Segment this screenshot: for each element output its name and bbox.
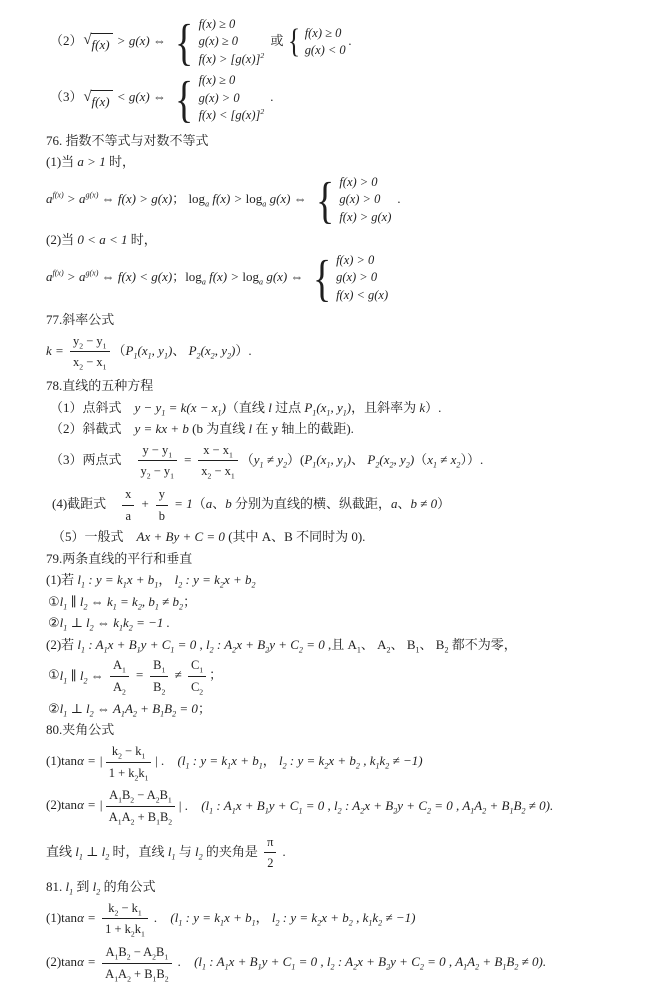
text-run: (2)若 [46,636,78,652]
text-run: ； [183,593,197,609]
cases-row: g(x) > 0 [339,192,381,207]
text-run: 、 [172,342,189,358]
fraction [106,786,175,826]
fraction-denominator: 2 [267,856,274,871]
text-run: 时， [105,154,135,170]
fraction-denominator: $x_2 - x_1$ [201,464,235,481]
math-run: b ≠ 0 [410,496,438,512]
formula-line [46,656,640,696]
math-run: < g(x) ⇔ [113,89,170,105]
math-run: b [225,496,232,512]
text-run: （5）一般式 [52,529,137,545]
text-run: （ [192,496,206,512]
math-run: g(x) ⇔ [263,268,307,284]
cases-rows [305,25,346,60]
text-run: ,且 $A_1$、 $A_2$、 $B_1$、 $B_2$ 都不为零， [324,636,517,655]
left-brace-icon: { [312,249,332,306]
cases-row: f(x) ≥ 0 [198,73,236,88]
fraction [264,833,276,873]
cases-rows [199,16,265,68]
math-run: . [163,615,170,631]
roman-math-run: tan [61,797,78,813]
math-run: $l_1$ : $A_1x + B_1y + C_1 = 0$ [77,636,197,655]
roman-math-run: tan [61,753,78,769]
text-run: 79.两条直线的平行和垂直 [46,550,193,566]
text-run: ）. [425,399,442,415]
math-run: y = kx + b [134,421,189,437]
text-run: 、 [351,451,368,467]
formula-line [46,592,640,612]
math-run: . [394,191,401,206]
cases-row: g(x) ≥ 0 [198,34,238,49]
roman-math-run: $\log_a$ [245,191,267,209]
text-run: （3）两点式 [50,451,135,467]
math-run: $l_1$ : $y = k_1x + b_1$ [77,572,159,591]
math-run: f(x) > [205,268,243,284]
text-run: （2）斜截式 [50,421,135,437]
text-run: (2) [46,797,62,813]
text-run: 与 [175,843,195,859]
cases-row: g(x) > 0 [198,90,240,105]
math-run: k = [46,342,68,358]
fraction-denominator: a [125,508,132,523]
formula-line [46,131,640,151]
text-run: ① [48,593,60,609]
formula-line [46,833,640,873]
cases-group [172,14,265,71]
text-run: ② [48,615,60,631]
text-run: ，且斜率为 [351,399,420,415]
fraction-denominator: $x_2 - x_1$ [73,355,107,372]
text-run: 直线 [46,843,76,859]
fraction-numerator: π [264,833,276,854]
math-run: $l_1$ ⊥ $l_2$ ⇔ $A_1A_2 + B_1B_2 = 0$ [59,700,198,719]
left-brace-icon: { [288,23,301,61]
text-run: （3） [50,89,83,105]
math-run: . ($l_1$ : $y = k_1x + b_1$ [150,909,256,928]
text-run: (1)若 [46,572,78,588]
cases-group [313,171,392,228]
math-run: a [391,496,398,512]
left-brace-icon: { [175,70,194,127]
formula-line [46,398,640,418]
math-run: a [205,496,213,512]
text-run: 的夹角是 [202,843,262,859]
formula-line [46,230,640,250]
formula-line [46,419,640,439]
text-run: ， [158,572,175,588]
roman-math-run: tan [61,909,78,925]
fraction [106,742,152,782]
formula-line [46,635,640,655]
fraction-denominator: b [158,508,165,523]
math-run: $x_1 \ne x_2$ [427,451,461,470]
math-run: + [137,496,153,512]
fraction-denominator: $A_1A_2 + B_1B_2$ [105,966,169,984]
math-run: . [267,89,274,105]
fraction-denominator: $C_2$ [190,680,204,697]
text-run: （直线 [225,399,269,415]
formula-line [46,310,640,330]
math-run: α = [77,954,100,970]
text-run: （2） [50,33,83,49]
math-run: $l_1$ [167,843,176,862]
fraction-denominator: $y_2 - y_1$ [140,464,174,481]
math-run: $l_2$ [194,843,203,862]
math-run: > g(x) ⇔ [113,33,170,49]
text-run: 或 [267,33,284,49]
fraction [188,656,206,696]
cases-row: f(x) ≥ 0 [304,25,342,40]
formula-line [46,899,640,939]
text-run: ， [262,753,280,769]
text-run: (2) [46,954,62,970]
cases-row: f(x) < g(x) [336,287,389,302]
math-run: f(x) > [209,191,246,206]
text-run: ）( [287,451,305,467]
formula-line [46,699,640,719]
text-run: ① [48,667,60,683]
text-run: （1）点斜式 [50,399,135,415]
radicand: f(x) [91,90,113,112]
math-run: α = [77,909,100,925]
fraction [102,899,148,939]
fraction [198,441,237,481]
math-run: α = | [77,797,103,813]
text-run: 时， [127,232,157,248]
cases-row: f(x) > 0 [336,252,375,267]
math-run: . ($l_1$ : $A_1x + B_1y + C_1 = 0$ , $l_2$ : $A_2x + B_2y + C_2 = 0$ , $A_1A_2 + B_1B_2 \ne 0$). [174,954,547,972]
math-run: $l_1$ ⊥ $l_2$ [75,843,110,862]
text-run: (1)当 [46,154,78,170]
math-run: $P_2(x_2$, $y_2$) [367,451,415,470]
math-run: k [419,399,426,415]
math-run: a > 1 [77,154,106,170]
math-run: $P_1(x_1$, $y_1$) [304,399,352,418]
text-run: ）. [235,342,252,358]
text-run: (1) [46,909,62,925]
math-run: $P_1(x_1$, $y_1$) [125,342,173,361]
formula-line [46,332,640,372]
roman-math-run: $\log_a$ [242,268,264,287]
radical-sign-icon: √ [83,88,92,105]
text-run: 、 [212,496,226,512]
formula-line [46,786,640,826]
text-run: (b 为直线 [188,421,249,437]
math-run: g(x) ⇔ [266,191,310,206]
cases-row: $f(x) < [g(x)]^2$ [198,107,265,123]
text-run: ② [48,700,60,716]
fraction-numerator: $k_2 - k_1$ [106,742,152,763]
fraction [70,332,109,372]
cases-rows [336,252,388,304]
math-run: = [131,667,148,683]
math-run: $a^{f(x)} > a^{g(x)}$ ⇔ f(x) > g(x) [46,190,173,206]
math-run: $l_2$ [92,879,101,897]
fraction-numerator: $A_1$ [110,656,129,677]
fraction [138,441,177,481]
left-brace-icon: { [175,14,194,71]
fraction-numerator: $k_2 - k_1$ [102,899,148,920]
cases-group [286,25,345,60]
cases-row: f(x) > 0 [339,174,378,189]
left-brace-icon: { [316,171,335,228]
roman-math-run: tan [61,954,78,970]
formula-line [46,613,640,633]
math-run: $y_1 \ne y_2$ [253,451,287,470]
math-run: ≠ [171,667,185,683]
fraction-numerator: $y_2 - y_1$ [70,332,109,353]
radical-expression [84,33,113,55]
text-run: 分别为直线的横、纵截距， [231,496,391,512]
text-run: ， [255,909,272,925]
text-run: (1) [46,753,62,769]
math-run: $y - y_1 = k(x - x_1)$ [134,399,226,418]
math-run: $P_1(x_1$, $y_1$) [304,451,352,470]
formula-line [46,943,640,983]
text-run: 、 [397,496,411,512]
cases-row: g(x) > 0 [336,270,378,285]
cases-group [310,249,389,306]
formula-line [46,720,640,740]
math-run: $l_1$ ∥ $l_2$ ⇔ $k_1 = k_2$, $b_1 \ne b_2$ [59,593,184,612]
math-run: l [248,421,253,437]
text-run: (2)当 [46,232,78,248]
fraction-numerator: $B_1$ [150,656,168,677]
math-run: 0 < a < 1 [77,232,128,248]
math-run: $l_2$ : $y = k_2x + b_2$ , $k_1k_2 \ne -1$) [279,753,423,771]
text-run: 80.夹角公式 [46,722,115,738]
roman-math-run: $\log_a$ [188,191,210,209]
formula-line [46,70,640,127]
math-run: $l_1$ ∥ $l_2$ ⇔ [59,667,107,686]
text-run: ； [172,191,189,206]
formula-line [46,14,640,71]
math-run: | . ($l_1$ : $y = k_1x + b_1$ [154,753,263,771]
radical-expression [84,90,113,112]
text-run: （ [414,451,428,467]
fraction-denominator: $1 + k_2k_1$ [105,922,145,939]
formula-line [46,376,640,396]
cases-row: f(x) ≥ 0 [198,17,236,31]
radicand: f(x) [91,33,113,55]
math-run: $l_2$ : $y = k_2x + b_2$ , $k_1k_2 \ne -1$) [271,909,416,928]
text-run: 在 y 轴上的截距). [252,421,354,437]
math-run: = 1 [170,496,193,512]
text-run: 时，直线 [109,843,168,859]
cases-group [172,70,265,127]
text-run: 的角公式 [100,879,156,895]
formula-line [46,570,640,590]
formula-line [46,742,640,782]
math-run: α = | [77,753,103,769]
cases-row: $f(x) > [g(x)]^2$ [198,50,265,66]
cases-row: g(x) < 0 [304,43,346,58]
fraction-numerator: x [122,485,134,506]
fraction-numerator: $C_1$ [188,656,206,677]
math-run: = [179,451,196,467]
math-run: | . ($l_1$ : $A_1x + B_1y + C_1 = 0$ , $l_2$ : $A_2x + B_2y + C_2 = 0$ , $A_1A_2 + B_1B_2 \ne 0$). [178,797,554,816]
roman-math-run: $\log_a$ [185,268,206,287]
formula-line [46,527,640,547]
radical-sign-icon: √ [83,32,92,49]
math-run: Ax + By + C = 0 [136,529,225,545]
cases-row: f(x) > g(x) [339,209,392,224]
fraction-denominator: $B_2$ [153,680,166,697]
formula-line [46,441,640,481]
fraction-numerator: $A_1B_2 - A_2B_1$ [102,943,171,964]
fraction [110,656,129,696]
text-run: 81. [46,879,66,895]
fraction-numerator: $y - y_1$ [138,441,177,462]
fraction [150,656,168,696]
text-run: （ [240,451,254,467]
fraction [156,485,168,525]
formula-line [46,249,640,306]
math-run: $l_2$ : $y = k_2x + b_2$ [174,572,256,591]
math-run: l [268,399,272,415]
math-run: $a^{f(x)} > a^{g(x)}$ ⇔ f(x) < g(x) [46,268,173,284]
text-run: 76. 指数不等式与对数不等式 [46,132,209,148]
math-run: . [348,33,352,49]
formula-line [46,877,640,897]
fraction-numerator: $A_1B_2 - A_2B_1$ [106,786,175,807]
formula-line [46,485,640,525]
fraction-denominator: $A_2$ [112,680,126,697]
formula-line [46,549,640,569]
text-run: ） [437,496,451,512]
text-run: 77.斜率公式 [46,312,115,328]
math-run: $l_1$ ⊥ $l_2$ ⇔ $k_1k_2 = -1$ [59,615,164,634]
fraction-numerator: $x - x_1$ [198,441,237,462]
text-run: ））. [460,451,484,467]
fraction-numerator: y [156,485,168,506]
math-run: , $l_2$ : $A_2x + B_2y + C_2 = 0$ [196,636,325,655]
text-run: 过点 [271,399,305,415]
formula-line [46,171,640,228]
math-run: $P_2(x_2$, $y_2$) [188,342,236,361]
text-run: ； [209,667,223,683]
text-run: ； [172,268,186,284]
cases-rows [339,174,391,226]
text-run: 到 [73,879,93,895]
math-run: . [279,843,286,859]
math-run: $l_1$ [65,879,74,897]
text-run: (4)截距式 [52,496,120,512]
text-run: ； [197,700,211,716]
fraction [122,485,134,525]
text-run: 78.直线的五种方程 [46,378,154,394]
fraction-denominator: $A_1A_2 + B_1B_2$ [108,810,173,827]
text-run: （ [112,342,126,358]
cases-rows [199,72,265,124]
text-run: (其中 A、B 不同时为 0). [224,529,366,545]
fraction-denominator: $1 + k_2k_1$ [108,765,149,783]
fraction [102,943,171,983]
formula-line [46,152,640,172]
